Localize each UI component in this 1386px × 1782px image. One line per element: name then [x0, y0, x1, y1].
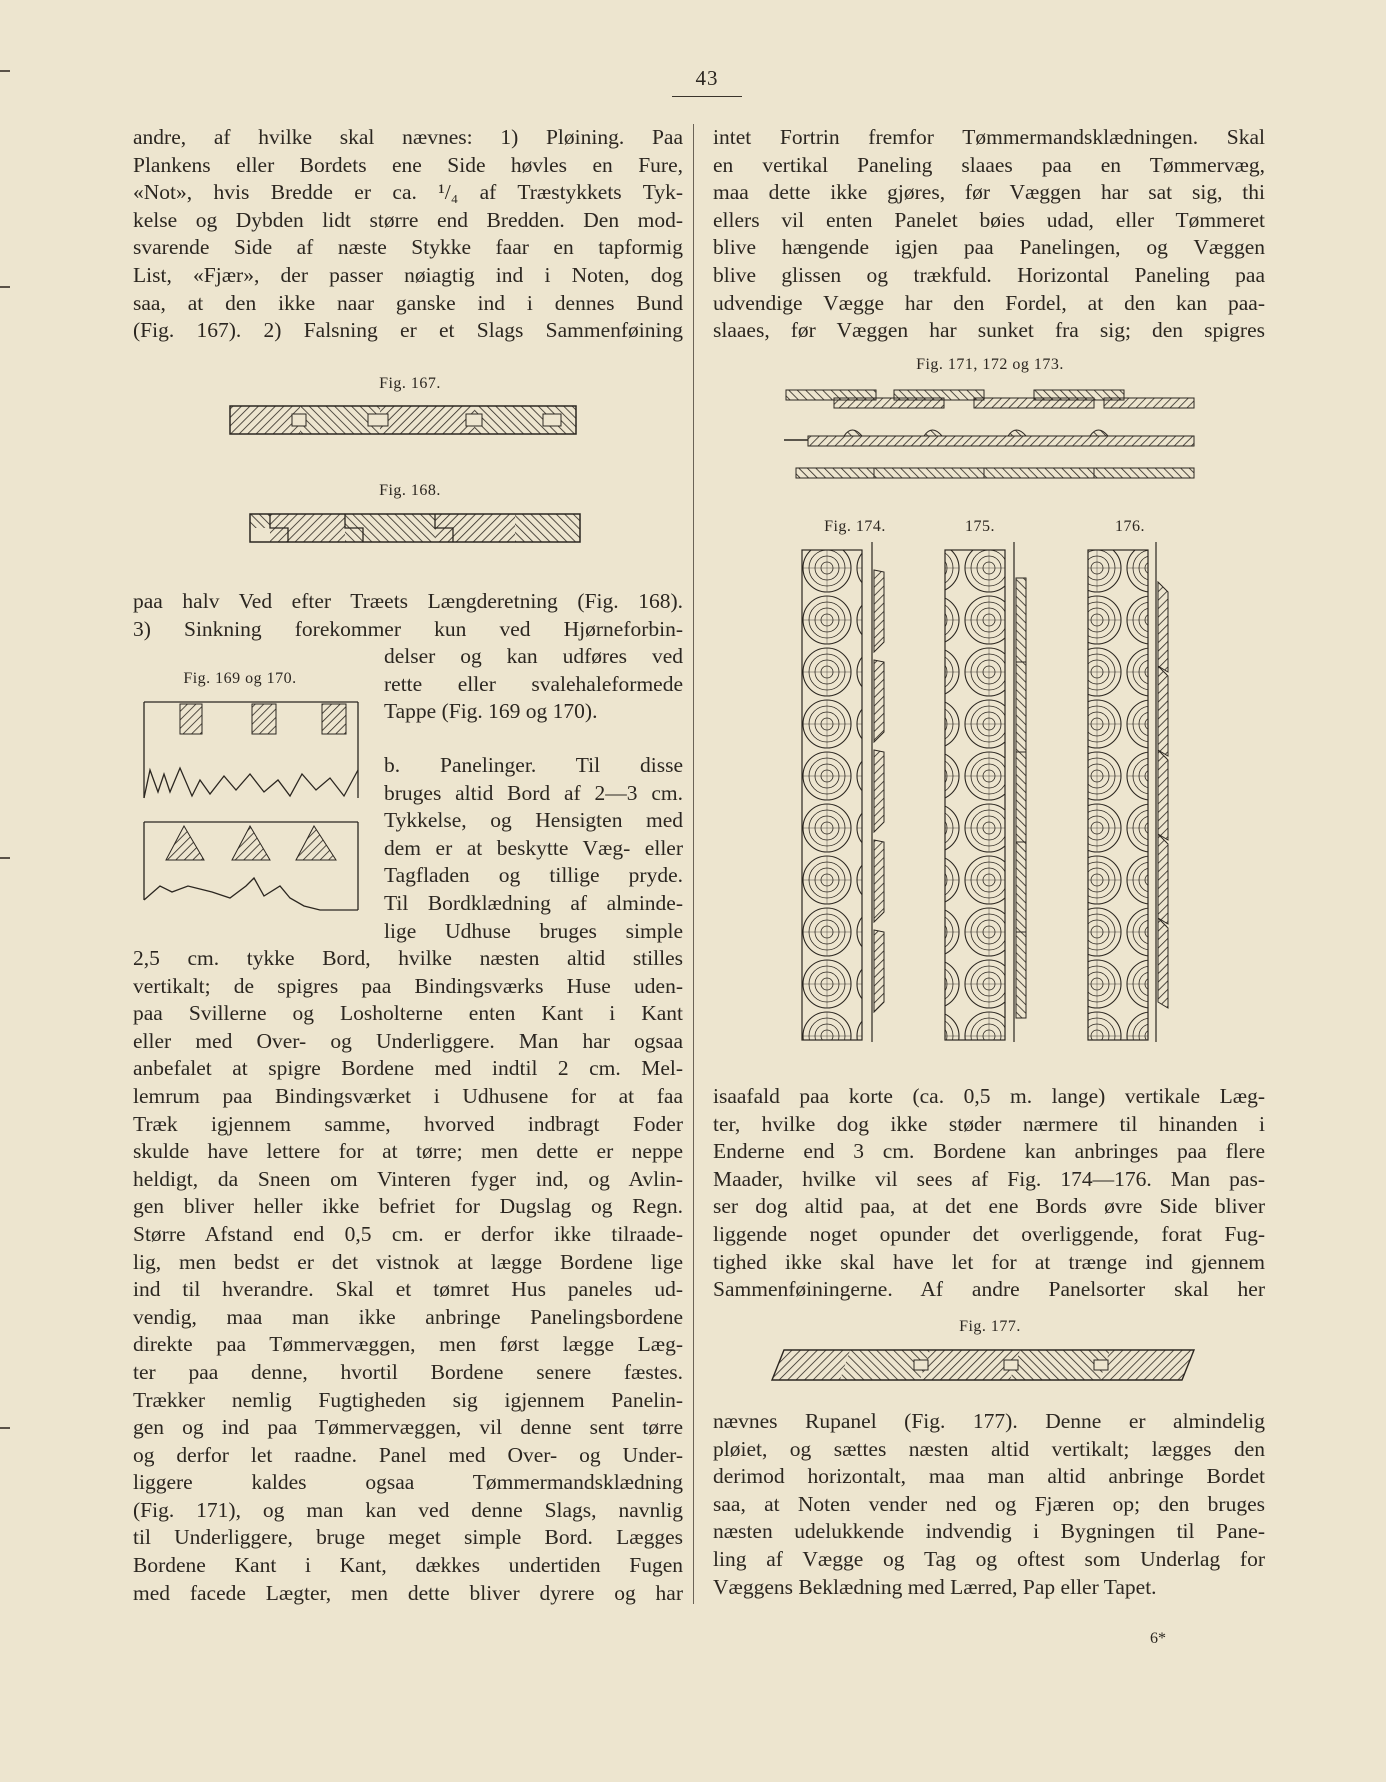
margin-mark	[0, 1427, 10, 1429]
text-line: slaaes, før Væggen har sunket fra sig; den spigres	[713, 318, 1265, 343]
text-line: saa, at den ikke naar ganske ind i dennes Bund	[133, 290, 683, 315]
fig171-173-drawing	[784, 386, 1198, 482]
header-rule	[672, 96, 742, 97]
margin-mark	[0, 857, 10, 859]
margin-mark	[0, 286, 10, 288]
text-line: vertikalt; de spigres paa Bindingsværks Huse uden-	[133, 973, 683, 998]
text-line: tighed ikke skal have let for at trænge ind gjennem	[713, 1249, 1265, 1274]
text-line: ling af Vægge og Tag og oftest som Underlag for	[713, 1546, 1265, 1571]
fig169-170-caption: Fig. 169 og 170.	[183, 670, 297, 687]
text-line: ser dog altid paa, at det ene Bords øvre Side bliver	[713, 1194, 1265, 1219]
text-line: liggere kaldes ogsaa Tømmermandsklædning	[133, 1470, 683, 1495]
text-line: nævnes Rupanel (Fig. 177). Denne er almindelig	[713, 1409, 1265, 1433]
left-text-block-4	[384, 752, 683, 945]
text-line: ind til hverandre. Skal et tømret Hus paneles ud-	[133, 1277, 683, 1302]
text-line: ter paa denne, hvortil Bordene senere fæstes.	[133, 1359, 683, 1384]
fig177-caption: Fig. 177.	[959, 1318, 1021, 1335]
fig176-caption: 176.	[1115, 518, 1145, 535]
text-line: rette eller svalehaleformede	[384, 671, 683, 696]
text-line: b. Panelinger. Til disse	[384, 753, 683, 777]
text-line: og derfor let raadne. Panel med Over- og Under-	[133, 1442, 683, 1467]
text-line: eller med Over- og Underliggere. Man har ogsaa	[133, 1028, 683, 1053]
text-line: direkte paa Tømmervæggen, men først lægge Læg-	[133, 1332, 683, 1357]
text-line: Trækker nemlig Fugtigheden sig igjennem Panelin-	[133, 1387, 683, 1412]
text-line: 2,5 cm. tykke Bord, hvilke næsten altid stilles	[133, 946, 683, 970]
margin-mark	[0, 70, 10, 72]
text-line: Tappe (Fig. 169 og 170).	[384, 699, 598, 724]
text-line: blive hængende igjen paa Panelingen, og Væggen	[713, 235, 1265, 260]
text-line: paa Svillerne og Losholterne enten Kant i Kant	[133, 1001, 683, 1026]
text-line: kelse og Dybden lidt større end Bredden. Den mod-	[133, 207, 683, 232]
text-line: liggende noget opunder det overliggende, forat Fug-	[713, 1221, 1265, 1246]
text-line: saa, at Noten vender ned og Fjæren op; den bruges	[713, 1491, 1265, 1516]
fig169-170-drawing	[140, 700, 360, 915]
fig167-caption: Fig. 167.	[379, 375, 441, 392]
text-line: Træk igjennem samme, hvorved indbragt Foder	[133, 1111, 683, 1136]
text-line: gen bliver heller ikke befriet for Dugslag og Regn.	[133, 1194, 683, 1219]
text-line: skulde have lettere for at tørre; men dette er neppe	[133, 1139, 683, 1164]
left-text-block-1	[133, 124, 683, 345]
text-line: vendig, maa man ikke anbringe Panelingsbordene	[133, 1304, 683, 1329]
page-number: 43	[695, 66, 719, 90]
fig167-drawing	[228, 402, 578, 438]
text-line: isaafald paa korte (ca. 0,5 m. lange) vertikale Læg-	[713, 1084, 1265, 1108]
text-line: lemrum paa Bindingsværket i Udhusene for at faa	[133, 1083, 683, 1108]
text-line: «Not», hvis Bredde er ca. ¹/₄ af Træstykkets Tyk-	[133, 180, 683, 205]
fig168-caption: Fig. 168.	[379, 482, 441, 499]
text-line: Bordene Kant i Kant, dækkes undertiden Fugen	[133, 1553, 683, 1578]
text-line: med facede Lægter, men dette bliver dyrere og har	[133, 1580, 683, 1605]
text-line: lige Udhuse bruges simple	[384, 918, 683, 943]
text-line: Tykkelse, og Hensigten med	[384, 808, 683, 833]
right-text-block-1	[713, 124, 1265, 345]
text-line: andre, af hvilke skal nævnes: 1) Pløining. Paa	[133, 125, 683, 149]
fig174-176-drawing	[800, 542, 1190, 1042]
text-line: en vertikal Paneling slaaes paa en Tømmervæg,	[713, 152, 1265, 177]
text-line: til Underliggere, bruge meget simple Bord. Lægges	[133, 1525, 683, 1550]
text-line: Sammenføiningerne. Af andre Panelsorter skal her	[713, 1277, 1265, 1302]
text-line: gen og ind paa Tømmervæggen, vil denne sent tørre	[133, 1415, 683, 1440]
fig171-173-caption: Fig. 171, 172 og 173.	[916, 356, 1064, 373]
text-line: Større Afstand end 0,5 cm. er derfor ikke tilraade-	[133, 1221, 683, 1246]
text-line: List, «Fjær», der passer nøiagtig ind i Noten, dog	[133, 262, 683, 287]
text-line: (Fig. 171), og man kan ved denne Slags, navnlig	[133, 1497, 683, 1522]
fig175-caption: 175.	[965, 518, 995, 535]
text-line: 3) Sinkning forekommer kun ved Hjørneforbin-	[133, 616, 683, 641]
text-line: (Fig. 167). 2) Falsning er et Slags Sammenføining	[133, 318, 683, 343]
text-line: Maader, hvilke vil sees af Fig. 174—176. Man pas-	[713, 1166, 1265, 1191]
text-line: ellers vil enten Panelet bøies udad, eller Tømmeret	[713, 207, 1265, 232]
fig174-caption: Fig. 174.	[824, 518, 886, 535]
left-text-block-3	[384, 643, 683, 726]
left-text-block-2	[133, 588, 683, 643]
column-rule	[693, 124, 694, 1604]
fig177-drawing	[770, 1346, 1196, 1386]
text-line: anbefalet at spigre Bordene med indtil 2 cm. Mel-	[133, 1056, 683, 1081]
text-line: delser og kan udføres ved	[384, 644, 683, 668]
text-line: ter, hvilke dog ikke støder nærmere til hinanden i	[713, 1111, 1265, 1136]
text-line: bruges altid Bord af 2—3 cm.	[384, 780, 683, 805]
text-line: derimod horizontalt, maa man altid anbringe Bordet	[713, 1464, 1265, 1489]
text-line: paa halv Ved efter Træets Længderetning (Fig. 168).	[133, 589, 683, 613]
text-line: Tagfladen og tillige pryde.	[384, 863, 683, 888]
signature-mark: 6*	[1150, 1630, 1166, 1647]
text-line: heldigt, da Sneen om Vinteren fyger ind, og Avlin-	[133, 1166, 683, 1191]
right-text-block-2	[713, 1083, 1265, 1304]
text-line: Enderne end 3 cm. Bordene kan anbringes paa flere	[713, 1139, 1265, 1164]
text-line: næsten udelukkende indvendig i Bygningen til Pane-	[713, 1519, 1265, 1544]
text-line: udvendige Vægge har den Fordel, at den kan paa-	[713, 290, 1265, 315]
right-text-block-3	[713, 1408, 1265, 1601]
text-line: svarende Side af næste Stykke faar en tapformig	[133, 235, 683, 260]
text-line: blive glissen og trækfuld. Horizontal Paneling paa	[713, 262, 1265, 287]
text-line: pløiet, og sættes næsten altid vertikalt; lægges den	[713, 1436, 1265, 1461]
text-line: intet Fortrin fremfor Tømmermandsklædningen. Skal	[713, 125, 1265, 149]
text-line: Til Bordklædning af alminde-	[384, 890, 683, 915]
text-line: Væggens Beklædning med Lærred, Pap eller Tapet.	[713, 1574, 1157, 1599]
text-line: maa dette ikke gjøres, før Væggen har sat sig, thi	[713, 180, 1265, 205]
text-line: lig, men bedst er det vistnok at lægge Bordene lige	[133, 1249, 683, 1274]
text-line: dem er at beskytte Væg- eller	[384, 835, 683, 860]
fig168-drawing	[248, 512, 582, 544]
text-line: Plankens eller Bordets ene Side høvles en Fure,	[133, 152, 683, 177]
left-text-block-5	[133, 945, 683, 1607]
